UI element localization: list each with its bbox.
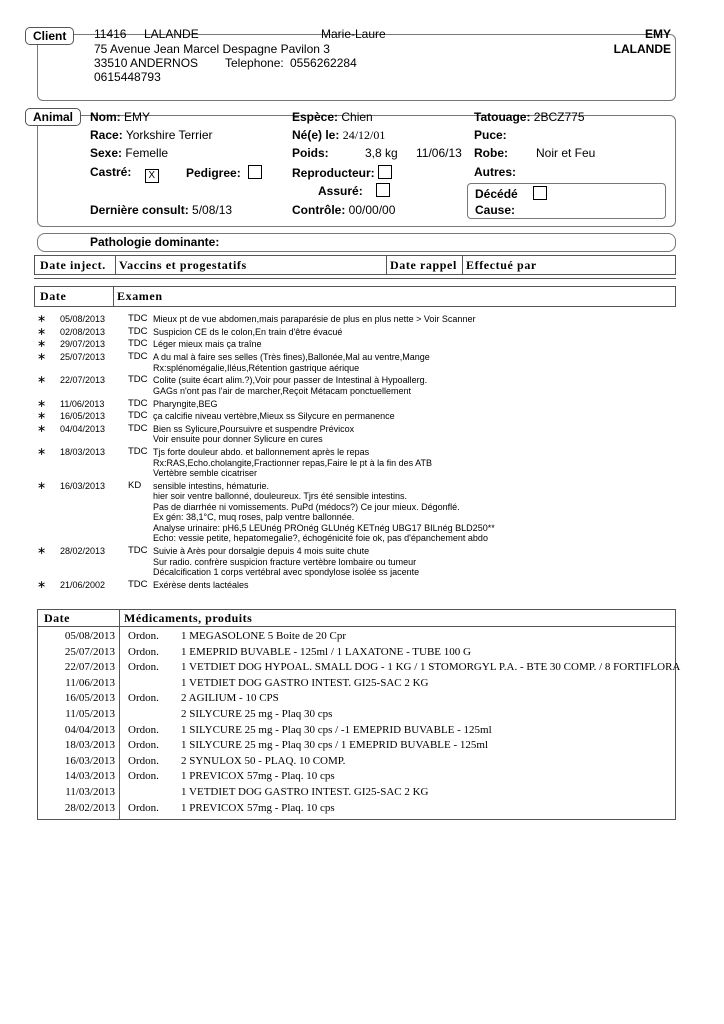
client-mobile: 0615448793 xyxy=(94,70,161,84)
exam-bullet: ∗ xyxy=(37,313,47,325)
animal-castrated-label: Castré: xyxy=(90,165,132,179)
exam-row xyxy=(30,546,710,578)
breeder-checkbox[interactable] xyxy=(378,165,392,179)
exam-text xyxy=(153,352,430,373)
medication-date: 04/04/2013 xyxy=(64,723,115,736)
medication-product: 1 VETDIET DOG GASTRO INTEST. GI25-SAC 2 KG xyxy=(181,786,429,798)
exam-text-line: Bien ss Sylicure,Poursuivre et suspendre Prévicox xyxy=(153,423,355,434)
exam-date: 16/03/2013 xyxy=(60,480,106,491)
medication-date: 18/03/2013 xyxy=(64,739,115,752)
vaccines-header-done-by: Effectué par xyxy=(466,258,537,272)
exam-row xyxy=(30,411,710,422)
medication-date: 16/03/2013 xyxy=(64,754,115,767)
exam-bullet: ∗ xyxy=(37,578,47,591)
client-address: 75 Avenue Jean Marcel Despagne Pavilon 3 xyxy=(94,42,330,56)
animal-control xyxy=(292,203,395,217)
medication-row xyxy=(38,629,675,644)
client-last-name: LALANDE xyxy=(144,27,199,41)
insured-checkbox[interactable] xyxy=(376,183,390,197)
exam-text xyxy=(153,481,495,544)
pathology-label: Pathologie dominante: xyxy=(90,235,220,249)
animal-control-label: Contrôle: xyxy=(292,203,346,217)
exam-bullet: ∗ xyxy=(37,338,47,351)
exam-bullet: ∗ xyxy=(37,422,47,435)
animal-coat-value: Noir et Feu xyxy=(536,146,596,160)
exam-text xyxy=(153,339,262,350)
animal-breed-label: Race: xyxy=(90,128,123,142)
medication-type: Ordon. xyxy=(128,692,159,705)
exam-bullet: ∗ xyxy=(37,397,47,410)
exam-row xyxy=(30,352,710,373)
animal-castrated xyxy=(90,165,159,183)
exam-row xyxy=(30,327,710,338)
exam-row xyxy=(30,399,710,410)
medication-row xyxy=(38,660,681,675)
medication-product: 1 EMEPRID BUVABLE - 125ml / 1 LAXATONE - TUBE 100 G xyxy=(181,645,471,658)
exam-text xyxy=(153,399,218,410)
animal-last-consult-value: 5/08/13 xyxy=(192,203,233,217)
exam-header-exam: Examen xyxy=(117,289,163,303)
exam-text-line: Colite (suite écart alim.?),Voir pour passer de Intestinal à Hypoallerg. xyxy=(153,375,428,386)
exam-type: TDC xyxy=(128,374,148,386)
medication-product: 1 SILYCURE 25 mg - Plaq 30 cps / 1 EMEPRID BUVABLE - 125ml xyxy=(181,739,489,752)
medication-date: 11/05/2013 xyxy=(65,708,115,720)
client-corner-owner: LALANDE xyxy=(613,42,671,56)
exam-bullet: ∗ xyxy=(37,325,47,338)
animal-tattoo-value: 2BCZ775 xyxy=(533,110,585,124)
exam-header xyxy=(34,286,676,307)
animal-breeder xyxy=(292,165,392,180)
medication-row xyxy=(38,801,675,816)
animal-deceased xyxy=(475,186,547,201)
animal-weight-date: 11/06/13 xyxy=(416,146,462,160)
exam-text-line: Analyse urinaire: pH6,5 LEUnég PROnég GLUnég KETnég UBG17 BILnég BLD250** xyxy=(153,522,495,533)
animal-species-label: Espèce: xyxy=(292,110,339,124)
animal-breed xyxy=(90,128,213,142)
exam-text-line: GAGs n'ont pas l'air de marcher,Reçoit Métacam ponctuellement xyxy=(153,385,412,396)
exam-type: TDC xyxy=(128,422,148,434)
animal-other-label: Autres: xyxy=(474,165,517,179)
animal-control-value: 00/00/00 xyxy=(348,203,396,217)
animal-name-label: Nom: xyxy=(90,110,121,124)
medication-row xyxy=(38,754,675,769)
exam-text-line: ça calcifie niveau vertèbre,Mieux ss Silycure en permanence xyxy=(153,411,395,422)
exam-text-line: sensible intestins, hématurie. xyxy=(153,480,270,491)
exam-text xyxy=(153,375,427,396)
animal-last-consult xyxy=(90,203,232,217)
exam-type: KD xyxy=(128,479,142,491)
medication-product: 1 PREVICOX 57mg - Plaq. 10 cps xyxy=(181,801,335,814)
animal-pedigree xyxy=(186,165,262,180)
exam-row xyxy=(30,580,710,591)
animal-cause-label: Cause: xyxy=(475,203,516,217)
exam-bullet: ∗ xyxy=(37,374,47,387)
medication-type: Ordon. xyxy=(128,723,159,736)
vaccines-divider xyxy=(462,256,463,274)
exam-type: TDC xyxy=(128,545,148,556)
exam-text xyxy=(153,327,342,338)
exam-row xyxy=(30,314,710,325)
client-corner-animal: EMY xyxy=(644,27,671,41)
exam-text-line: Pharyngite,BEG xyxy=(153,398,218,409)
medication-row xyxy=(38,769,675,784)
exam-date: 18/03/2013 xyxy=(60,447,106,458)
exam-type: TDC xyxy=(128,578,148,590)
exam-text-line: Sur radio. confrère suspicion fracture vertèbre lombaire ou tumeur xyxy=(153,556,417,567)
exam-row xyxy=(30,375,710,396)
medication-row xyxy=(38,691,675,706)
exam-date: 05/08/2013 xyxy=(60,314,106,324)
animal-tattoo xyxy=(474,110,585,124)
medication-type: Ordon. xyxy=(128,739,159,752)
client-id: 11416 xyxy=(94,27,127,41)
vaccines-header xyxy=(34,255,676,275)
animal-born-value: 24/12/01 xyxy=(342,128,386,142)
client-phone-label: Telephone: xyxy=(225,56,284,70)
medication-table xyxy=(37,609,681,820)
medication-type: Ordon. xyxy=(128,661,159,674)
animal-deceased-label: Décédé xyxy=(475,187,518,201)
exam-date: 21/06/2002 xyxy=(60,579,106,590)
exam-type: TDC xyxy=(128,397,148,409)
vaccines-divider xyxy=(115,256,116,274)
animal-weight-label: Poids: xyxy=(292,146,329,160)
exam-text xyxy=(153,411,395,422)
medication-row xyxy=(38,738,675,753)
animal-name xyxy=(90,110,150,124)
exam-text-line: Décalcification 1 corps vertébral avec spondylose isolée ss jacente xyxy=(153,567,420,577)
animal-insured-label: Assuré: xyxy=(318,184,363,198)
medication-row xyxy=(38,723,675,738)
exam-date: 02/08/2013 xyxy=(60,326,106,337)
vaccines-divider xyxy=(386,256,387,274)
animal-sex xyxy=(90,146,168,160)
vaccines-header-recall: Date rappel xyxy=(390,258,457,272)
medication-date: 11/06/2013 xyxy=(65,676,115,689)
animal-species-value: Chien xyxy=(341,110,373,124)
medication-type: Ordon. xyxy=(128,801,159,814)
exam-text-line: hier soir ventre ballonné, douleureux. Tjrs été sensible intestins. xyxy=(153,491,407,502)
exam-text-line: A du mal à faire ses selles (Très fines),Ballonée,Mal au ventre,Mange xyxy=(153,352,430,363)
exam-text xyxy=(153,424,354,445)
animal-section-label: Animal xyxy=(25,108,81,126)
exam-type: TDC xyxy=(128,446,148,458)
exam-row xyxy=(30,339,710,350)
exam-date: 04/04/2013 xyxy=(60,423,106,434)
exam-bullet: ∗ xyxy=(37,446,47,459)
client-city: 33510 ANDERNOS xyxy=(94,56,199,70)
exam-text-line: Rx:splénomégalie,Iléus,Rétention gastrique aérique xyxy=(153,362,360,373)
medication-type: Ordon. xyxy=(128,754,159,767)
animal-weight-value: 3,8 kg xyxy=(365,146,398,160)
animal-born xyxy=(292,128,385,143)
medication-type: Ordon. xyxy=(128,630,159,642)
medication-row xyxy=(38,785,675,800)
pedigree-checkbox[interactable] xyxy=(248,165,262,179)
animal-sex-label: Sexe: xyxy=(90,146,123,160)
exam-date: 29/07/2013 xyxy=(60,339,106,350)
castrated-checkbox[interactable]: X xyxy=(145,169,159,183)
exam-text-line: Suspicion CE ds le colon,En train d'être évacué xyxy=(153,326,343,337)
exam-text xyxy=(153,447,432,479)
vaccines-header-vaccines: Vaccins et progestatifs xyxy=(119,258,247,272)
exam-row xyxy=(30,481,710,544)
medication-date: 14/03/2013 xyxy=(64,770,115,783)
medication-product: 1 VETDIET DOG HYPOAL. SMALL DOG - 1 KG / 1 STOMORGYL P.A. - BTE 30 COMP. / 8 FORTIFLORA xyxy=(181,661,681,674)
medication-date: 22/07/2013 xyxy=(64,661,115,674)
animal-pedigree-label: Pedigree: xyxy=(186,166,241,180)
exam-text-line: Léger mieux mais ça traîne xyxy=(153,339,262,350)
exam-header-date: Date xyxy=(40,289,67,303)
medication-type: Ordon. xyxy=(128,645,159,658)
exam-bullet: ∗ xyxy=(37,545,47,557)
medication-product: 1 MEGASOLONE 5 Boite de 20 Cpr xyxy=(181,630,346,642)
exam-text-line: Echo: vessie petite, hepatomegalie?, échogénicité foie ok, pas d'épanchement abdo xyxy=(153,533,488,544)
exam-type: TDC xyxy=(128,325,148,337)
animal-coat-label: Robe: xyxy=(474,146,508,160)
deceased-checkbox[interactable] xyxy=(533,186,547,200)
exam-type: TDC xyxy=(128,338,148,350)
medication-type: Ordon. xyxy=(128,770,159,783)
medication-date: 25/07/2013 xyxy=(64,645,115,658)
animal-born-label: Né(e) le: xyxy=(292,128,340,142)
exam-bullet: ∗ xyxy=(37,351,47,364)
exam-date: 22/07/2013 xyxy=(60,375,106,386)
animal-sex-value: Femelle xyxy=(125,146,169,160)
exam-type: TDC xyxy=(128,351,148,363)
animal-species xyxy=(292,110,373,124)
medication-date: 28/02/2013 xyxy=(64,801,115,814)
exam-date: 25/07/2013 xyxy=(60,352,106,363)
exam-text-line: Voir ensuite pour donner Sylicure en cures xyxy=(153,434,323,445)
animal-chip xyxy=(474,128,507,142)
animal-name-value: EMY xyxy=(124,110,151,124)
animal-breeder-label: Reproducteur: xyxy=(292,166,375,180)
medication-row xyxy=(38,707,675,722)
medication-product: 1 VETDIET DOG GASTRO INTEST. GI25-SAC 2 KG xyxy=(181,676,429,689)
animal-last-consult-label: Dernière consult: xyxy=(90,203,189,217)
exam-date: 11/06/2013 xyxy=(60,398,105,409)
client-first-name: Marie-Laure xyxy=(321,27,386,41)
exam-bullet: ∗ xyxy=(37,410,47,423)
exam-date: 28/02/2013 xyxy=(60,546,106,556)
medication-product: 1 SILYCURE 25 mg - Plaq 30 cps / -1 EMEPRID BUVABLE - 125ml xyxy=(181,723,492,736)
exam-bullet: ∗ xyxy=(37,479,47,492)
animal-chip-label: Puce: xyxy=(474,128,507,142)
exam-text-line: Exérèse dents lactéales xyxy=(153,579,249,590)
medication-header-date: Date xyxy=(44,611,70,625)
client-phone: 0556262284 xyxy=(290,56,357,70)
medication-header xyxy=(38,610,675,627)
animal-insured xyxy=(318,183,390,198)
exam-text xyxy=(153,580,249,591)
medication-product: 2 SILYCURE 25 mg - Plaq 30 cps xyxy=(181,708,333,720)
medication-product: 1 PREVICOX 57mg - Plaq. 10 cps xyxy=(181,770,335,783)
exam-text-line: Ex gén: 38,1°C, muq roses, palp ventre ballonnée. xyxy=(153,512,355,523)
animal-tattoo-label: Tatouage: xyxy=(474,110,531,124)
exam-row xyxy=(30,447,710,479)
exam-row xyxy=(30,424,710,445)
client-section-label: Client xyxy=(25,27,74,45)
exam-text-line: Rx:RAS,Echo.cholangite,Fractionner repas,Faire le pt à la fin des ATB xyxy=(153,457,432,468)
medication-product: 2 SYNULOX 50 - PLAQ. 10 COMP. xyxy=(181,754,346,767)
exam-text-line: Vertèbre semble cicatriser xyxy=(153,468,258,479)
medication-row xyxy=(38,676,675,691)
exam-text-line: Tjs forte douleur abdo. et ballonnement après le repas xyxy=(153,447,370,458)
exam-text-line: Suivie à Arès pour dorsalgie depuis 4 mois suite chute xyxy=(153,546,370,556)
vaccines-header-date: Date inject. xyxy=(40,258,106,272)
medication-header-meds: Médicaments, produits xyxy=(124,611,253,625)
medication-row xyxy=(38,645,675,660)
medication-date: 05/08/2013 xyxy=(64,630,115,642)
vaccines-rule xyxy=(34,278,676,279)
exam-type: TDC xyxy=(128,410,148,422)
exam-text xyxy=(153,546,419,578)
animal-breed-value: Yorkshire Terrier xyxy=(125,128,213,142)
exam-text-line: Pas de diarrhée ni vomissements. PuPd (médocs?) Ce jour mieux. Dégonflé. xyxy=(153,501,460,512)
exam-text xyxy=(153,314,475,325)
medication-date: 16/05/2013 xyxy=(64,692,115,705)
exam-type: TDC xyxy=(128,313,148,324)
exam-text-line: Mieux pt de vue abdomen,mais paraparésie de plus en plus nette > Voir Scanner xyxy=(153,314,476,324)
exam-date: 16/05/2013 xyxy=(60,411,106,422)
medication-product: 2 AGILIUM - 10 CPS xyxy=(181,692,279,705)
medication-date: 11/03/2013 xyxy=(65,786,115,798)
exam-divider xyxy=(113,287,114,306)
